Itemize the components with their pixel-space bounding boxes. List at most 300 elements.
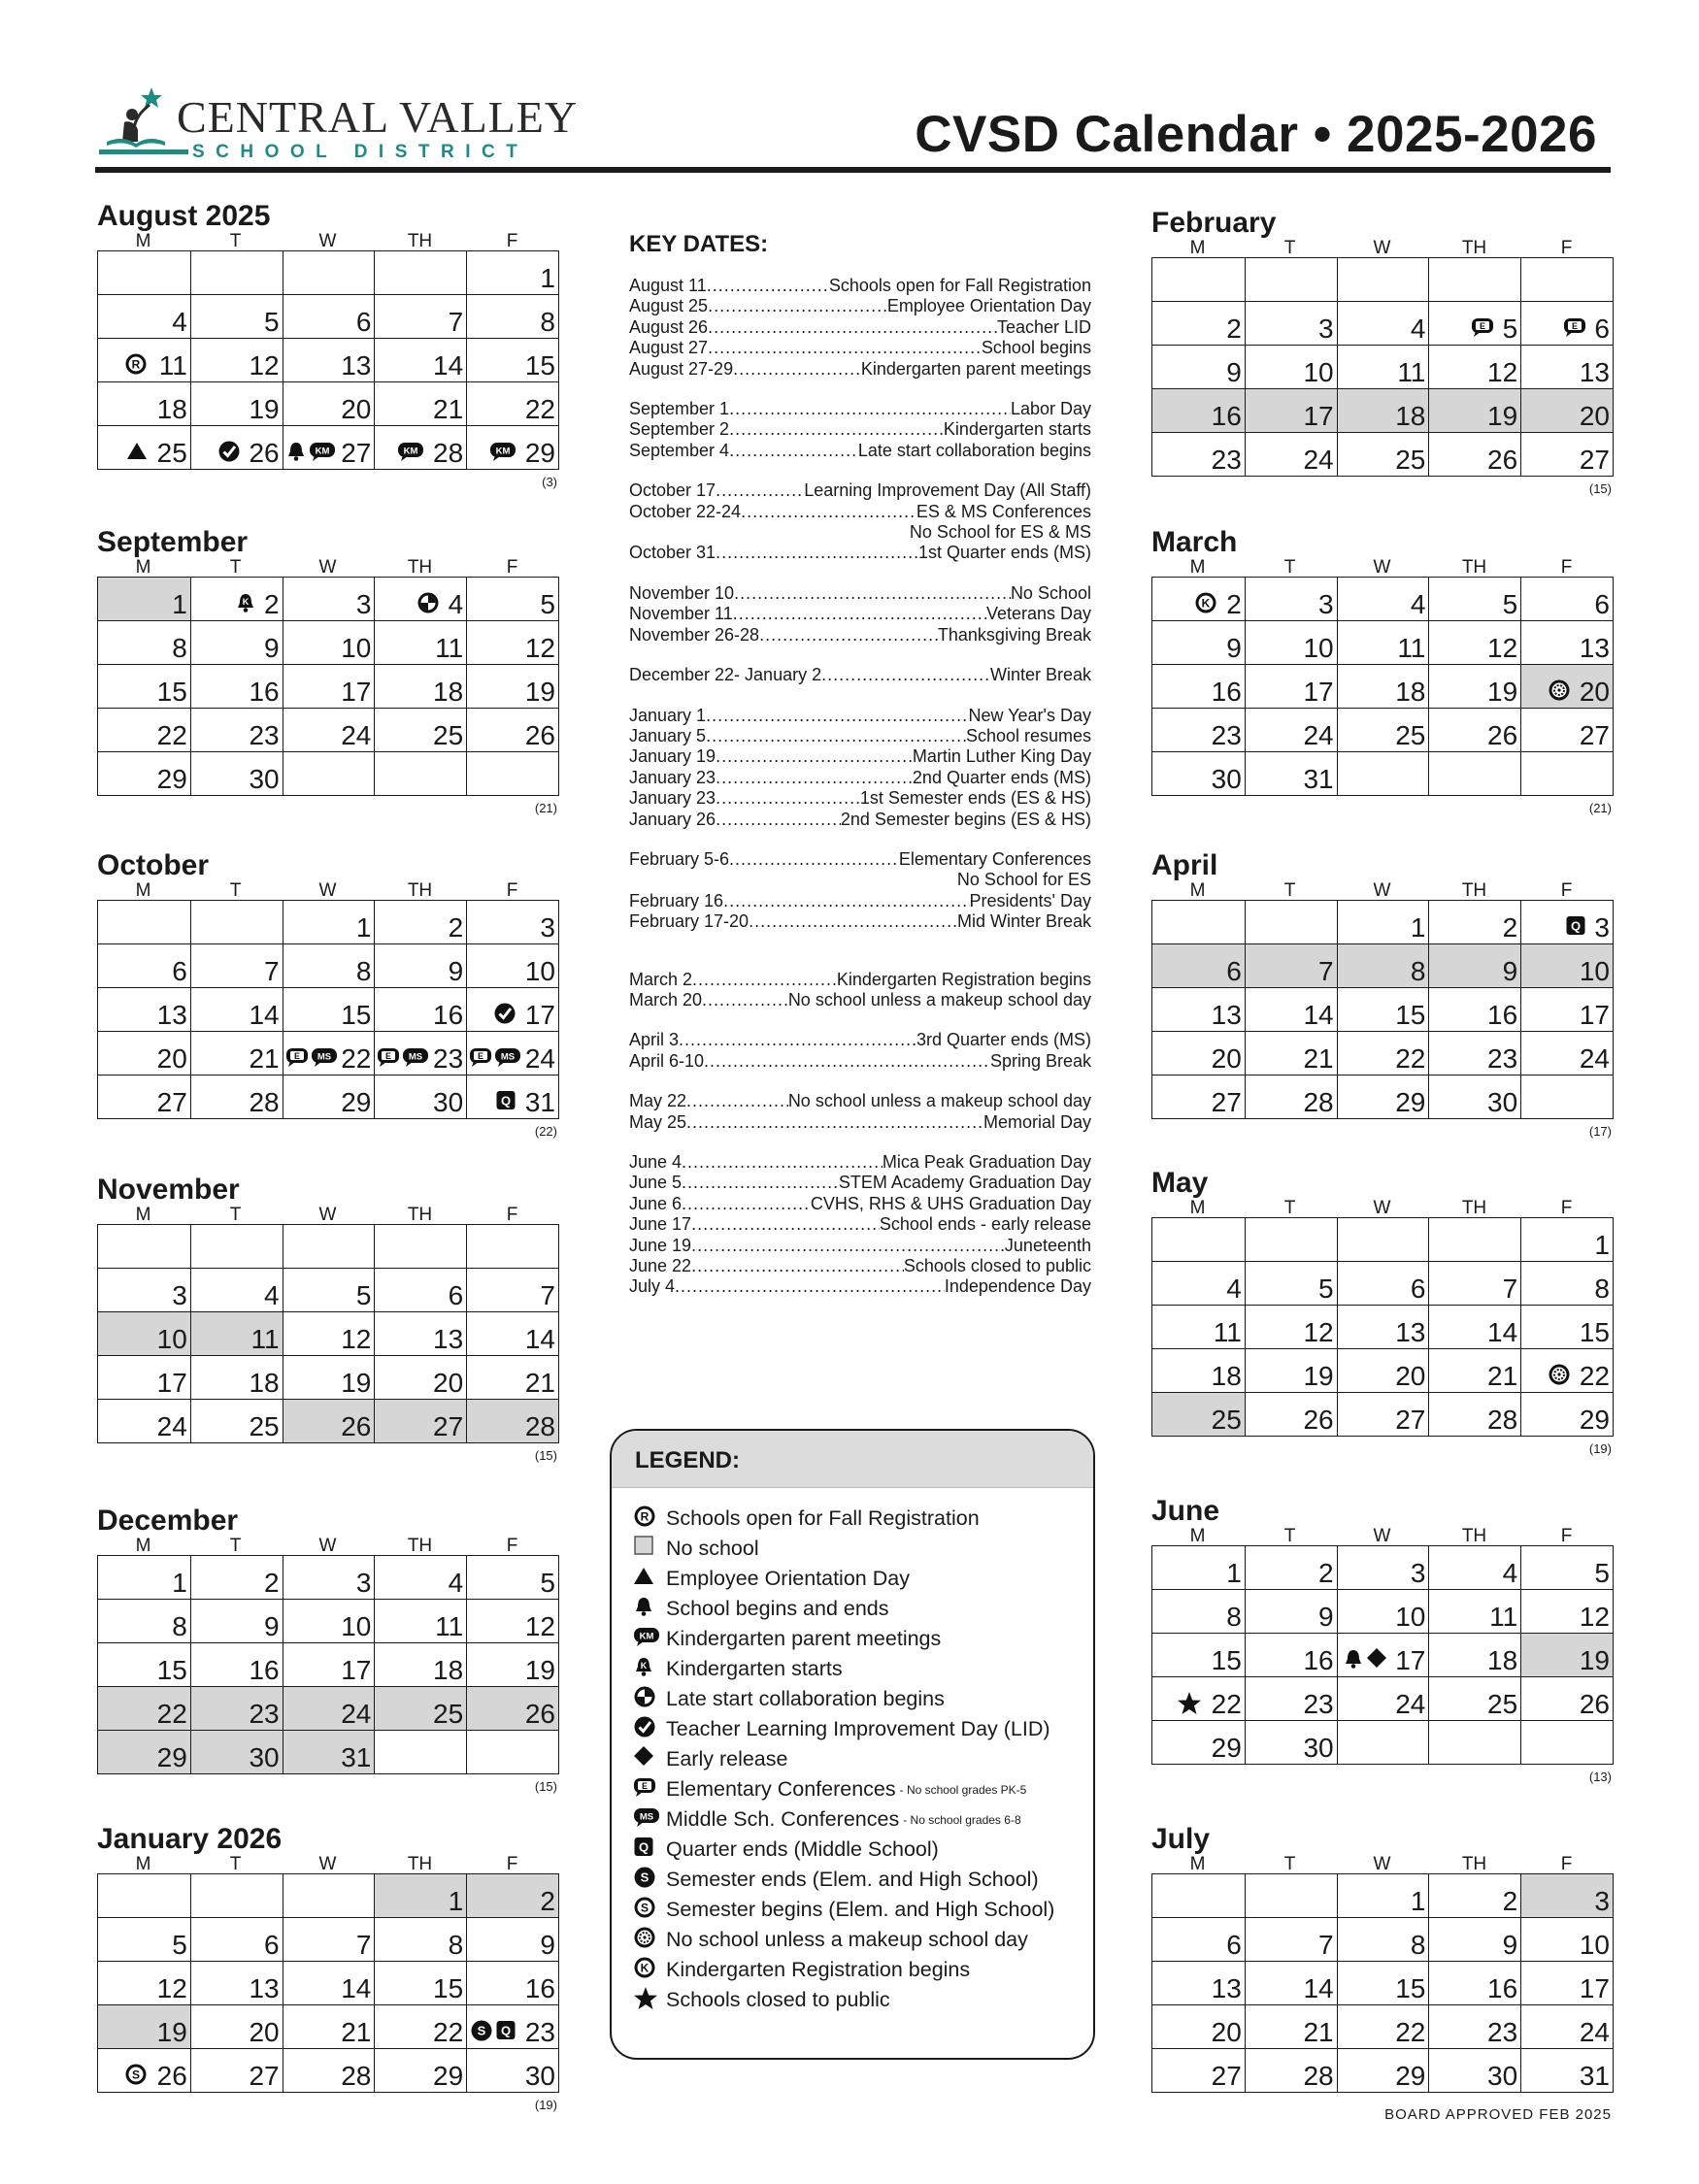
weekday-header: [97, 1854, 559, 1873]
day-cell: [190, 1600, 283, 1642]
dot-leader: [723, 891, 969, 907]
day-number: 5: [540, 1568, 555, 1598]
makeup-day-icon: [633, 1926, 656, 1955]
key-date-line: [629, 849, 1091, 870]
key-date-date: October 22-24: [629, 501, 742, 521]
day-number: 18: [1395, 401, 1426, 431]
day-cell: [1245, 1634, 1337, 1676]
month-name: October: [97, 849, 210, 881]
day-cell: [190, 944, 283, 987]
day-cell: [1337, 302, 1429, 345]
day-number: 3: [1594, 912, 1610, 943]
dot-leader: [733, 359, 861, 375]
day-cell: [466, 1032, 558, 1075]
month-name: February: [1151, 207, 1277, 239]
key-date-date: August 27: [629, 338, 709, 358]
day-cell: [1428, 1032, 1520, 1075]
key-date-line: [629, 911, 1091, 932]
key-date-group: [629, 970, 1091, 1011]
day-cell: [466, 901, 558, 943]
day-number: 4: [172, 307, 187, 337]
empty-cell: [1337, 258, 1429, 301]
day-number: 17: [1395, 1645, 1426, 1675]
day-cell: [1152, 752, 1245, 795]
day-number: 11: [250, 1324, 280, 1354]
legend-label: Middle Sch. Conferences: [666, 1807, 900, 1831]
key-date-line: [629, 522, 1091, 543]
day-number: 9: [1226, 633, 1242, 663]
day-number: 8: [1594, 1274, 1610, 1304]
day-cell: [1245, 578, 1337, 620]
svg-text:R: R: [640, 1509, 650, 1523]
day-number: 5: [172, 1930, 187, 1960]
day-cell: [466, 621, 558, 664]
day-cell: [1245, 389, 1337, 432]
day-number: 29: [524, 438, 555, 468]
key-date-date: June 22: [629, 1256, 692, 1276]
day-number: 29: [341, 1087, 372, 1117]
legend-item: [633, 1985, 1093, 2015]
weekday-label: M: [135, 1536, 151, 1556]
day-cell: [190, 1556, 283, 1599]
day-number: 29: [1211, 1733, 1242, 1763]
day-number: 14: [524, 1324, 555, 1354]
day-cell: [1245, 1306, 1337, 1348]
week-row: [98, 1642, 558, 1686]
bell-icon: [1343, 1647, 1364, 1671]
day-number: 24: [341, 1699, 372, 1729]
day-number: 13: [1579, 357, 1610, 387]
day-cell: [1337, 2005, 1429, 2048]
key-date-event: 1st Quarter ends (MS): [917, 543, 1091, 563]
day-cell: [1245, 2049, 1337, 2092]
key-date-event: Winter Break: [989, 665, 1091, 685]
day-number: 24: [1579, 2017, 1610, 2047]
day-number: 20: [156, 1043, 187, 1074]
day-number: 15: [156, 677, 187, 707]
svg-text:Q: Q: [501, 2023, 512, 2038]
month-calendar: [97, 1825, 559, 2112]
day-number: 9: [1502, 1930, 1518, 1960]
day-cell: [1428, 2005, 1520, 2048]
month-name: July: [1151, 1823, 1211, 1855]
quarter-end-icon: [1565, 914, 1586, 938]
day-number: 24: [1579, 1043, 1610, 1074]
day-cell: [190, 426, 283, 469]
day-number: 15: [156, 1655, 187, 1685]
middle-school-conference-icon: [402, 1045, 429, 1069]
legend-label: Semester begins (Elem. and High School): [666, 1898, 1055, 1921]
day-number: 25: [249, 1411, 280, 1441]
week-row: [1152, 345, 1613, 388]
day-cell: [98, 1687, 190, 1730]
key-date-date: June 6: [629, 1193, 683, 1213]
day-number: 6: [1226, 1930, 1242, 1960]
dot-leader: [716, 746, 913, 762]
legend-item: [633, 1714, 1093, 1744]
weekday-header: [1151, 1854, 1614, 1873]
day-cell: [98, 339, 190, 381]
key-date-event: 1st Semester ends (ES & HS): [859, 788, 1091, 809]
day-cell: [374, 1600, 466, 1642]
month-calendar: [97, 1175, 559, 1463]
day-cell: [283, 1356, 375, 1399]
key-date-event: Mid Winter Break: [956, 911, 1091, 932]
day-number: 26: [524, 1699, 555, 1729]
day-number: 28: [249, 1087, 280, 1117]
day-cell: [98, 2005, 190, 2048]
day-cell: [190, 1687, 283, 1730]
day-cell: [1428, 1262, 1520, 1305]
day-number: 22: [524, 394, 555, 424]
day-cell: [1245, 1677, 1337, 1720]
day-cell: [98, 1400, 190, 1442]
weekday-label: W: [318, 1854, 337, 1874]
day-cell: [1520, 1962, 1613, 2004]
dot-leader: [691, 1236, 1005, 1251]
day-cell: [1520, 709, 1613, 751]
day-number: 29: [1579, 1405, 1610, 1435]
day-cell: [283, 1687, 375, 1730]
dot-leader: [821, 665, 990, 680]
key-date-event: 2nd Semester begins (ES & HS): [840, 809, 1091, 829]
day-number: 12: [156, 1973, 187, 2003]
svg-text:S: S: [640, 1870, 650, 1884]
day-cell: [98, 709, 190, 751]
day-event-icons: [469, 1045, 521, 1069]
day-cell: [1152, 433, 1245, 476]
day-number: 29: [1395, 2061, 1426, 2091]
empty-cell: [1520, 1075, 1613, 1118]
day-number: 23: [433, 1043, 464, 1074]
day-cell: [466, 2005, 558, 2048]
day-cell: [283, 1600, 375, 1642]
day-cell: [1245, 1962, 1337, 2004]
svg-text:S: S: [640, 1901, 650, 1914]
day-number: 7: [264, 956, 280, 986]
dot-leader: [716, 480, 804, 496]
day-cell: [1520, 1032, 1613, 1075]
day-cell: [1428, 1393, 1520, 1436]
key-date-event: School ends - early release: [879, 1214, 1091, 1235]
day-number: 11: [1397, 633, 1426, 663]
key-date-event: Schools open for Fall Registration: [828, 276, 1091, 295]
day-number: 15: [433, 1973, 464, 2003]
day-number: 21: [249, 1043, 280, 1074]
day-cell: [1152, 1634, 1245, 1676]
middle-school-conference-icon: [633, 1805, 660, 1835]
day-cell: [466, 1874, 558, 1917]
day-number: 27: [249, 2061, 280, 2091]
key-date-date: June 4: [629, 1152, 683, 1172]
week-row: [1152, 1874, 1613, 1917]
day-number: 30: [433, 1087, 464, 1117]
week-row: [1152, 388, 1613, 432]
day-number: 31: [524, 1087, 555, 1117]
logo-title: CENTRAL VALLEY: [177, 92, 579, 142]
day-number: 4: [448, 1568, 464, 1598]
key-date-event: Kindergarten Registration begins: [836, 969, 1091, 989]
day-number: 30: [1303, 1733, 1334, 1763]
day-cell: [1245, 988, 1337, 1031]
day-cell: [283, 382, 375, 425]
day-number: 12: [1487, 633, 1518, 663]
weekday-label: F: [1560, 1198, 1573, 1218]
day-number: 17: [341, 1655, 372, 1685]
day-number: 19: [524, 1655, 555, 1685]
logo-subtitle: SCHOOL DISTRICT: [192, 142, 529, 162]
week-row: [98, 1556, 558, 1599]
day-cell: [1337, 1032, 1429, 1075]
week-row: [1152, 1917, 1613, 1961]
empty-cell: [190, 1225, 283, 1268]
day-number: 10: [156, 1324, 187, 1354]
day-number: 19: [1487, 677, 1518, 707]
day-cell: [98, 1643, 190, 1686]
day-number: 3: [1410, 1558, 1426, 1588]
key-date-date: January 19: [629, 746, 716, 767]
day-number: 20: [1579, 401, 1610, 431]
month-grid: [97, 900, 559, 1119]
day-cell: [283, 339, 375, 381]
day-number: 17: [1303, 401, 1334, 431]
svg-text:K: K: [640, 1961, 650, 1974]
star-icon: [1177, 1691, 1202, 1714]
day-number: 18: [1487, 1645, 1518, 1675]
weekday-label: W: [318, 880, 337, 901]
empty-cell: [98, 901, 190, 943]
day-number: 23: [249, 1699, 280, 1729]
svg-text:S: S: [131, 2068, 141, 2082]
week-row: [1152, 2048, 1613, 2092]
day-number: 8: [540, 307, 555, 337]
empty-cell: [98, 251, 190, 294]
day-number: 14: [1487, 1317, 1518, 1347]
weekday-header: [97, 557, 559, 577]
day-cell: [1337, 1962, 1429, 2004]
day-cell: [190, 1918, 283, 1961]
key-date-date: March 20: [629, 989, 703, 1009]
day-number: 1: [448, 1886, 464, 1916]
week-row: [1152, 664, 1613, 708]
day-cell: [466, 426, 558, 469]
day-cell: [1337, 1634, 1429, 1676]
key-date-date: August 26: [629, 316, 709, 337]
day-number: 24: [156, 1411, 187, 1441]
day-cell: [374, 988, 466, 1031]
week-row: [1152, 1961, 1613, 2004]
day-number: 28: [1303, 1087, 1334, 1117]
day-event-icons: [235, 591, 256, 614]
dot-leader: [679, 1030, 916, 1045]
day-number: 15: [1395, 1973, 1426, 2003]
day-cell: [1337, 944, 1429, 987]
key-date-event: No School for ES & MS: [909, 522, 1091, 543]
weekday-label: M: [135, 1205, 151, 1225]
check-circle-icon: [633, 1715, 656, 1744]
key-date-line: [629, 1030, 1091, 1050]
day-cell: [283, 1032, 375, 1075]
day-number: 7: [448, 307, 464, 337]
day-number: 22: [1395, 1043, 1426, 1074]
svg-text:Q: Q: [501, 1093, 512, 1109]
day-number: 25: [1395, 720, 1426, 750]
quarter-end-icon: [495, 1089, 516, 1112]
day-event-icons: [1343, 1647, 1387, 1671]
elementary-conference-icon: [1563, 315, 1586, 339]
legend-label: Kindergarten starts: [666, 1657, 843, 1680]
day-cell: [1520, 2005, 1613, 2048]
key-date-date: January 23: [629, 788, 716, 809]
day-cell: [1152, 988, 1245, 1031]
quarter-end-icon: [495, 2019, 516, 2042]
day-cell: [1245, 621, 1337, 664]
day-cell: [98, 665, 190, 708]
day-number: 8: [1410, 956, 1426, 986]
empty-cell: [1520, 258, 1613, 301]
day-number: 1: [1410, 1886, 1426, 1916]
day-number: 23: [524, 2017, 555, 2047]
day-number: 28: [1487, 1405, 1518, 1435]
key-date-line: [629, 1214, 1091, 1235]
month-grid: [1151, 257, 1614, 477]
day-cell: [1520, 433, 1613, 476]
weekday-label: F: [506, 1205, 518, 1225]
empty-cell: [1152, 1218, 1245, 1261]
week-row: [98, 294, 558, 338]
day-cell: [1337, 901, 1429, 943]
day-cell: [374, 665, 466, 708]
legend-label: Schools closed to public: [666, 1988, 890, 2011]
key-date-date: August 11: [629, 276, 707, 295]
day-number: 5: [1318, 1274, 1334, 1304]
day-cell: [466, 1400, 558, 1442]
day-number: 16: [524, 1973, 555, 2003]
day-cell: [374, 1687, 466, 1730]
week-row: [1152, 1031, 1613, 1075]
day-number: 10: [1579, 1930, 1610, 1960]
day-cell: [1428, 578, 1520, 620]
key-date-group: [629, 665, 1091, 685]
day-number: 6: [448, 1280, 464, 1310]
key-date-event: No School: [1010, 582, 1091, 603]
legend-title: LEGEND:: [612, 1431, 1093, 1488]
key-date-date: October 31: [629, 543, 716, 563]
empty-cell: [1520, 752, 1613, 795]
day-cell: [283, 709, 375, 751]
day-event-icons: [489, 440, 516, 463]
late-start-icon: [416, 591, 440, 614]
week-row: [98, 1225, 558, 1268]
legend-item: [633, 1564, 1093, 1594]
day-number: 10: [341, 1611, 372, 1641]
day-number: 17: [341, 677, 372, 707]
day-number: 21: [1487, 1361, 1518, 1391]
day-number: 16: [249, 677, 280, 707]
svg-text:MS: MS: [639, 1811, 654, 1822]
week-row: [1152, 301, 1613, 345]
key-date-date: September 2: [629, 419, 730, 440]
day-cell: [283, 578, 375, 620]
day-cell: [283, 944, 375, 987]
day-number: 25: [1395, 445, 1426, 475]
day-cell: [190, 709, 283, 751]
day-number: 12: [524, 1611, 555, 1641]
key-date-event: School begins: [981, 338, 1091, 358]
empty-cell: [374, 1731, 466, 1773]
legend-icon-slot: [633, 1505, 666, 1534]
day-number: 30: [249, 1742, 280, 1772]
day-number: 22: [1395, 2017, 1426, 2047]
day-cell: [374, 426, 466, 469]
day-cell: [374, 709, 466, 751]
day-cell: [466, 382, 558, 425]
check-circle-icon: [217, 440, 241, 463]
day-cell: [1520, 1546, 1613, 1589]
day-cell: [466, 251, 558, 294]
month-name: August 2025: [97, 200, 271, 232]
key-date-event: New Year's Day: [968, 705, 1091, 725]
empty-cell: [283, 1225, 375, 1268]
day-number: 14: [1303, 1973, 1334, 2003]
day-cell: [466, 1600, 558, 1642]
legend-label: Kindergarten parent meetings: [666, 1627, 942, 1650]
day-cell: [283, 1962, 375, 2004]
legend-note: - No school grades 6-8: [903, 1812, 1021, 1827]
elementary-conference-icon: [285, 1045, 309, 1069]
key-date-line: [629, 543, 1091, 563]
kindergarten-registration-icon: [1194, 591, 1217, 614]
key-date-group: [629, 399, 1091, 461]
key-date-date: September 1: [629, 399, 730, 419]
key-date-event: Elementary Conferences: [898, 848, 1091, 869]
diamond-icon: [633, 1745, 654, 1774]
school-day-count: (15): [1588, 481, 1612, 496]
legend-item: [633, 1744, 1093, 1774]
day-cell: [1337, 1306, 1429, 1348]
day-number: 14: [1303, 1000, 1334, 1030]
elementary-conference-icon: [633, 1775, 656, 1804]
day-number: 10: [524, 956, 555, 986]
weekday-header: [1151, 557, 1614, 577]
day-cell: [1520, 578, 1613, 620]
key-date-line: [629, 665, 1091, 685]
weekday-label: T: [229, 1854, 242, 1874]
week-row: [98, 251, 558, 294]
week-row: [98, 1730, 558, 1773]
day-cell: [190, 2005, 283, 2048]
day-cell: [1245, 1262, 1337, 1305]
legend-item: [633, 1835, 1093, 1865]
day-event-icons: [495, 1089, 516, 1112]
day-event-icons: [217, 440, 241, 463]
month-name: September: [97, 526, 249, 558]
day-cell: [98, 382, 190, 425]
weekday-label: F: [506, 1536, 518, 1556]
day-number: 29: [1395, 1087, 1426, 1117]
day-cell: [1152, 709, 1245, 751]
key-date-line: [629, 338, 1091, 358]
legend-label: No school: [666, 1537, 759, 1560]
key-date-event: Late start collaboration begins: [857, 440, 1091, 460]
weekday-label: W: [1373, 238, 1391, 258]
day-number: 11: [435, 633, 464, 663]
day-cell: [190, 1731, 283, 1773]
key-date-event: Kindergarten starts: [943, 419, 1091, 440]
key-date-date: June 5: [629, 1173, 683, 1193]
day-cell: [98, 1312, 190, 1355]
day-cell: [1428, 1634, 1520, 1676]
